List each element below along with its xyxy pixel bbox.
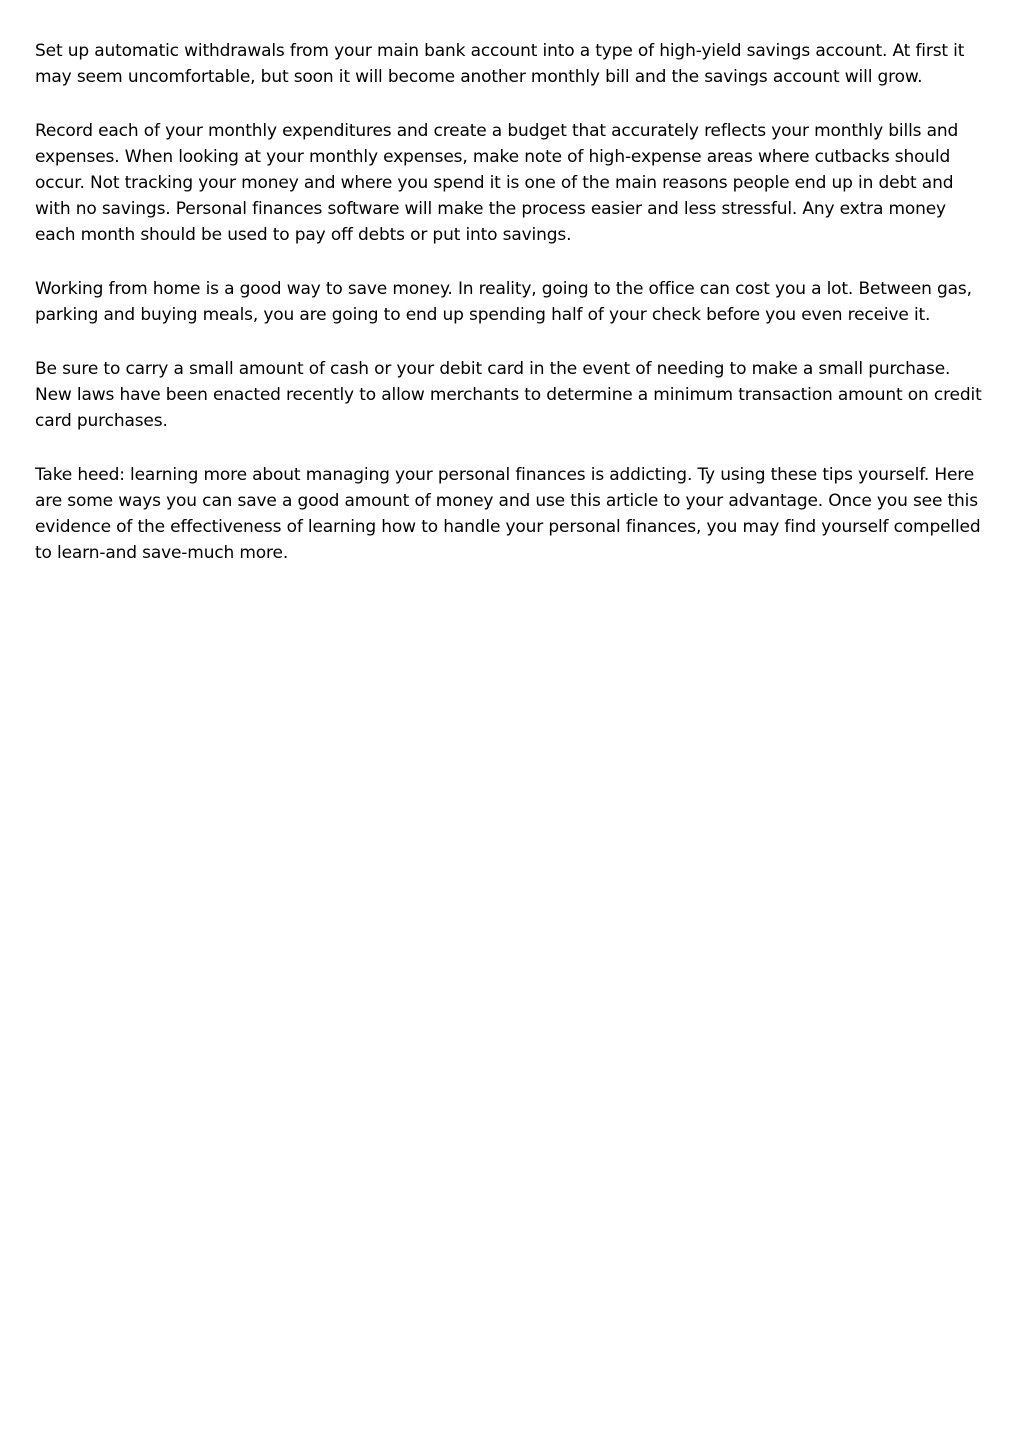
paragraph-automatic-withdrawals: Set up automatic withdrawals from your main bank account into a type of high-yield savings account. At first it may seem uncomfortable, but soon it will become another monthly bill and the savings account will grow. xyxy=(35,41,965,87)
paragraph-take-heed: Take heed: learning more about managing your personal finances is addicting. Ty using these tips yourself. Here are some ways you can save a good amount of money and use this article to your advantage. Once you see this evidence of the effectiveness of learning how to handle your personal finances, you may find yourself compelled to learn-and save-much more. xyxy=(35,465,981,563)
paragraph-budget: Record each of your monthly expenditures and create a budget that accurately reflects your monthly bills and expenses. When looking at your monthly expenses, make note of high-expense areas where cutbacks should occur. Not tracking your money and where you spend it is one of the main reasons people end up in debt and with no savings. Personal finances software will make the process easier and less stressful. Any extra money each month should be used to pay off debts or put into savings. xyxy=(35,121,959,245)
paragraph-carry-cash: Be sure to carry a small amount of cash or your debit card in the event of needing to make a small purchase. New laws have been enacted recently to allow merchants to determine a minimum transaction amount on credit card purchases. xyxy=(35,359,982,431)
document-body xyxy=(35,38,985,594)
paragraph-work-from-home: Working from home is a good way to save money. In reality, going to the office can cost you a lot. Between gas, parking and buying meals, you are going to end up spending half of your check before you even receive it. xyxy=(35,279,972,325)
